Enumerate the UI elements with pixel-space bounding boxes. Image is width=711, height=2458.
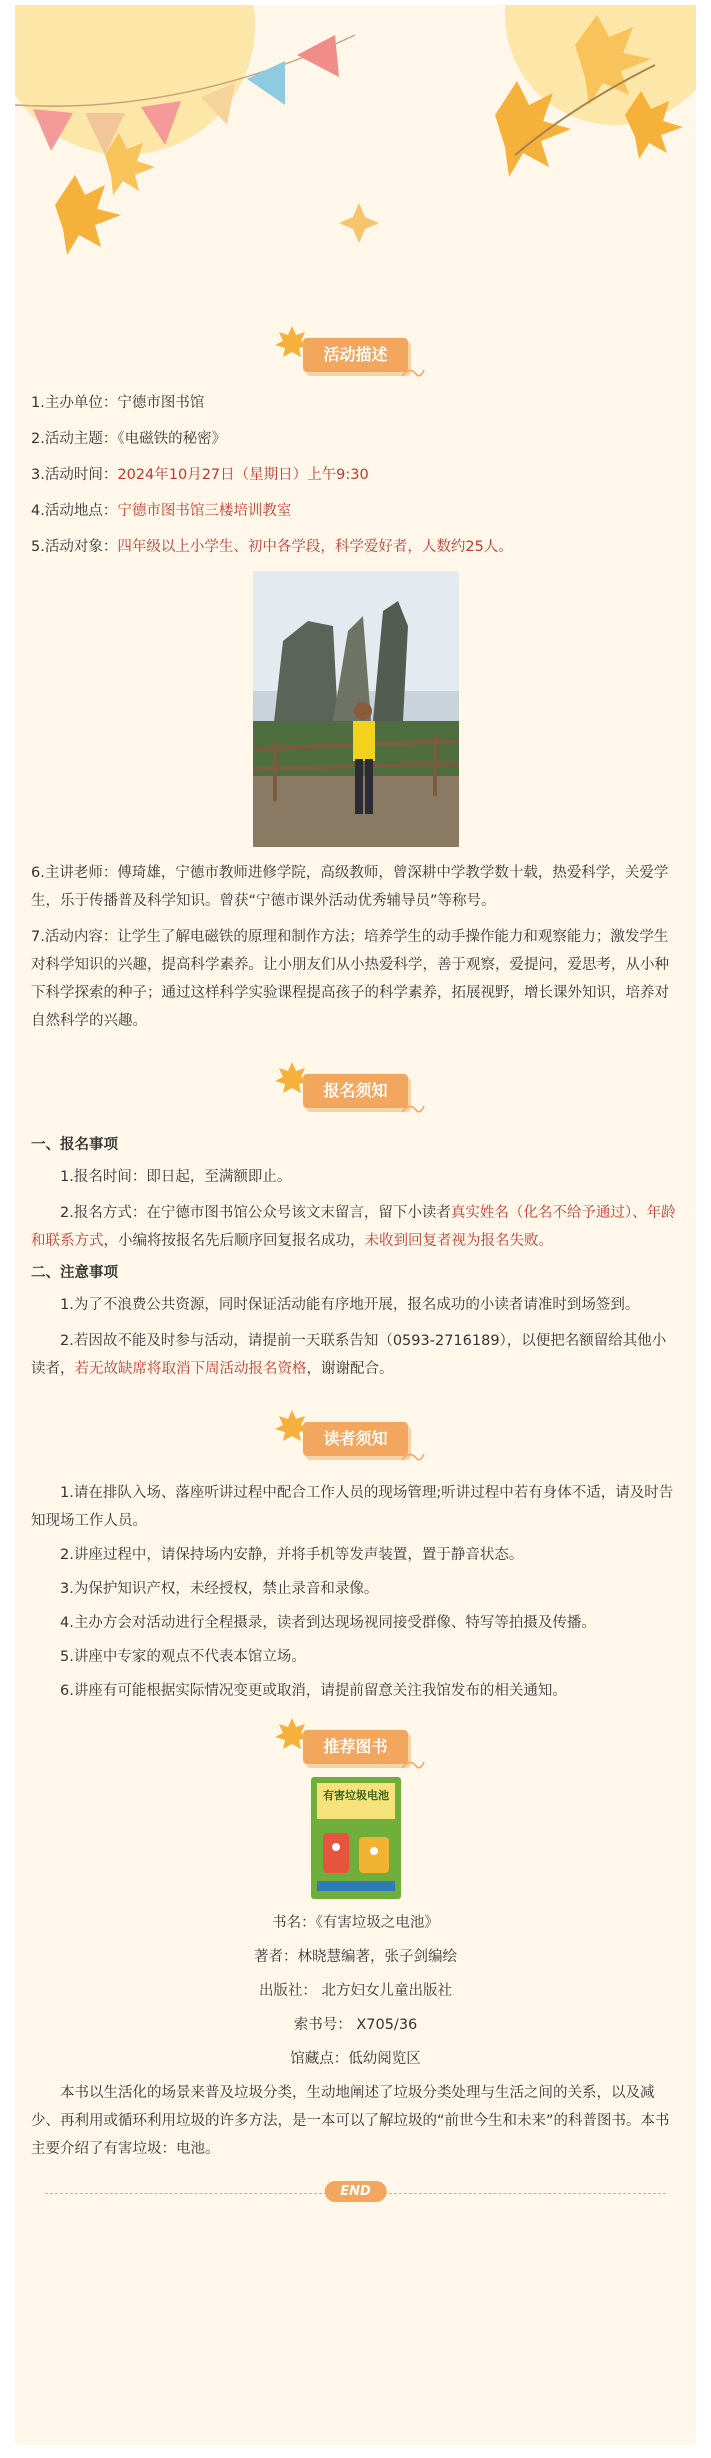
signup-heading-2: 二、注意事项 [31, 1265, 118, 1281]
maple-leaf-icon [275, 1060, 309, 1094]
reader-item: 5.讲座中专家的观点不代表本馆立场。 [60, 1649, 306, 1665]
signup-heading-1: 一、报名事项 [31, 1137, 118, 1153]
article-page [15, 5, 696, 2445]
book-summary: 本书以生活化的场景来普及垃圾分类，生动地阐述了垃圾分类处理与生活之间的关系，以及减少、再利用或循环利用垃圾的许多方法，是一本可以了解垃圾的“前世今生和未来”的科普图书。本书主要介绍了有害垃圾：电池。 [31, 2085, 670, 2157]
activity-target: 5.活动对象：四年级以上小学生、初中各学段，科学爱好者，人数约25人。 [31, 539, 513, 555]
maple-leaf-icon [275, 1716, 309, 1750]
section-heading-activity [15, 335, 696, 375]
activity-teacher: 6.主讲老师：傅琦雄，宁德市教师进修学院，高级教师，曾深耕中学教学数十载，热爱科学，关爱学生，乐于传播普及科学知识。曾获“宁德市课外活动优秀辅导员”等称号。 [31, 865, 669, 909]
maple-leaf-icon [275, 1408, 309, 1442]
book-cover-title: 有害垃圾电池 [322, 1789, 389, 1802]
book-author: 著者：林晓慧编著，张子剑编绘 [254, 1949, 457, 1965]
signup-note-2: 2.若因故不能及时参与活动，请提前一天联系告知（0593-2716189），以便把名额留给其他小读者，若无故缺席将取消下周活动报名资格，谢谢配合。 [31, 1333, 667, 1377]
book-cover [311, 1777, 401, 1899]
activity-organizer: 1.主办单位：宁德市图书馆 [31, 395, 205, 411]
swirl-icon [400, 1758, 426, 1772]
section-title: 活动描述 [323, 345, 388, 364]
section-heading-signup [15, 1071, 696, 1111]
teacher-photo [253, 571, 459, 847]
book-call-number: 索书号： X705/36 [293, 2017, 418, 2033]
signup-note-1: 1.为了不浪费公共资源，同时保证活动能有序地开展，报名成功的小读者请准时到场签到。 [60, 1297, 640, 1313]
section-heading-books [15, 1727, 696, 1767]
end-divider [15, 2175, 696, 2215]
swirl-icon [400, 1450, 426, 1464]
reader-item: 3.为保护知识产权，未经授权，禁止录音和录像。 [60, 1581, 379, 1597]
reader-item: 4.主办方会对活动进行全程摄录，读者到达现场视同接受群像、特写等拍摄及传播。 [60, 1615, 596, 1631]
reader-item: 6.讲座有可能根据实际情况变更或取消，请提前留意关注我馆发布的相关通知。 [60, 1683, 567, 1699]
swirl-icon [400, 366, 426, 380]
activity-content: 7.活动内容：让学生了解电磁铁的原理和制作方法；培养学生的动手操作能力和观察能力；激发学生对科学知识的兴趣，提高科学素养。让小朋友们从小热爱科学，善于观察，爱提问，爱思考，从小种下科学探索的种子；通过这样科学实验课程提高孩子的科学素养，拓展视野，增长课外知识，培养对自然科学的兴趣。 [31, 929, 669, 1029]
book-name: 书名：《有害垃圾之电池》 [272, 1915, 439, 1931]
book-publisher: 出版社： 北方妇女儿童出版社 [258, 1983, 453, 1999]
autumn-banner-illustration [15, 5, 696, 335]
reader-item: 2.讲座过程中，请保持场内安静，并将手机等发声装置，置于静音状态。 [60, 1547, 524, 1563]
section-title: 推荐图书 [323, 1737, 388, 1756]
signup-item-2: 2.报名方式：在宁德市图书馆公众号该文末留言，留下小读者真实姓名（化名不给予通过）、年龄和联系方式，小编将按报名先后顺序回复报名成功，未收到回复者视为报名失败。 [31, 1205, 676, 1249]
maple-leaf-icon [275, 324, 309, 358]
section-title: 报名须知 [323, 1081, 388, 1100]
activity-time: 3.活动时间：2024年10月27日（星期日）上午9:30 [31, 467, 369, 483]
section-title: 读者须知 [323, 1429, 388, 1448]
end-badge: END [324, 2181, 387, 2202]
reader-item: 1.请在排队入场、落座听讲过程中配合工作人员的现场管理;听讲过程中若有身体不适，请及时告知现场工作人员。 [31, 1485, 674, 1529]
activity-place: 4.活动地点：宁德市图书馆三楼培训教室 [31, 503, 292, 519]
book-location: 馆藏点：低幼阅览区 [290, 2051, 421, 2067]
section-heading-reader [15, 1419, 696, 1459]
header-decoration [15, 5, 696, 335]
signup-item-1: 1.报名时间：即日起，至满额即止。 [60, 1169, 292, 1185]
activity-theme: 2.活动主题：《电磁铁的秘密》 [31, 431, 227, 447]
swirl-icon [400, 1102, 426, 1116]
